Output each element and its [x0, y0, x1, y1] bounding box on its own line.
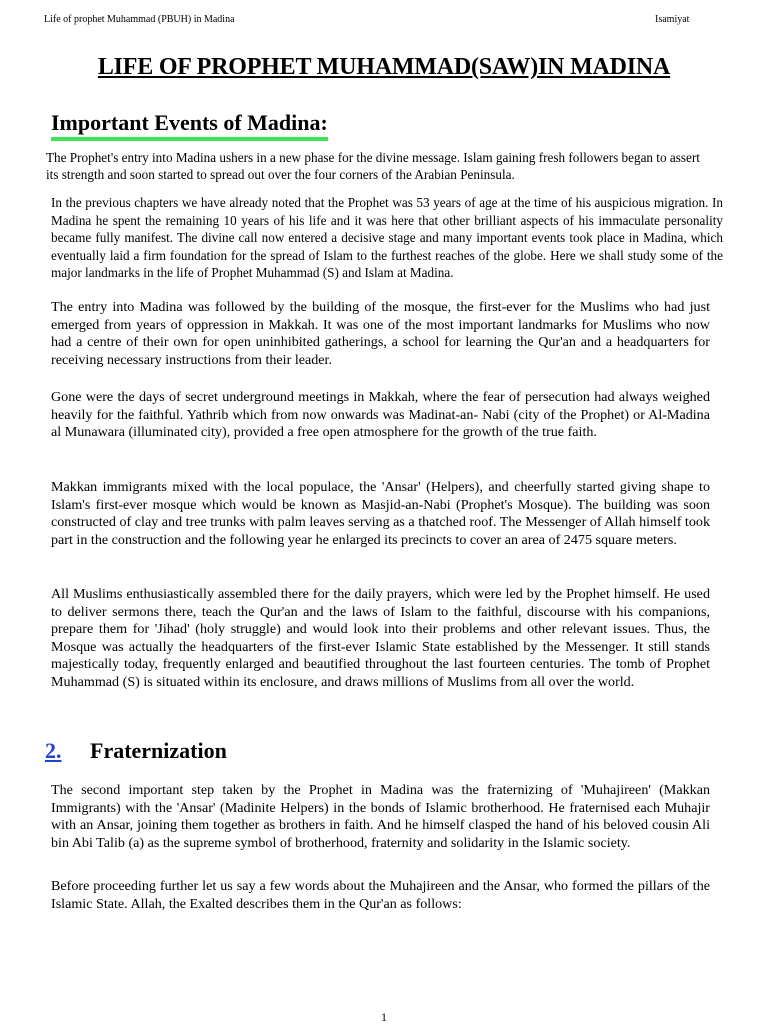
paragraph: All Muslims enthusiastically assembled there for the daily prayers, which were led by the Prophet himself. He used to deliver sermons there, teach the Qur'an and the laws of Islam to the faithful, discourse with his companions, prepare them for 'Jihad' (holy struggle) and would look into their problems and other relevant issues. Thus, the Mosque was actually the headquarters of the first-ever Islamic State established by the Messenger. It still stands majestically today, frequently enlarged and beautified throughout the last fourteen centuries. The tomb of Prophet Muhammad (S) is situated within its enclosure, and draws millions of Muslims from all over the world. — [51, 586, 710, 690]
section-number-link[interactable]: 2. — [45, 738, 62, 763]
section-heading-text: Fraternization — [90, 738, 227, 763]
running-header-subject: Isamiyat — [655, 14, 690, 25]
running-header-title: Life of prophet Muhammad (PBUH) in Madina — [44, 14, 235, 25]
paragraph: The Prophet's entry into Madina ushers in a new phase for the divine message. Islam gaining fresh followers began to assert its strength and soon started to spread out over the four corners of the Arabian Peninsula. — [46, 150, 700, 182]
page-number: 1 — [381, 1010, 387, 1024]
paragraph: The entry into Madina was followed by the building of the mosque, the first-ever for the Muslims who had just emerged from years of oppression in Makkah. It was one of the most important landmarks for Muslims who now had a centre of their own for open uninhibited gatherings, a school for learning the Qur'an and a headquarters for receiving necessary instructions from their leader. — [51, 299, 710, 368]
paragraph: Makkan immigrants mixed with the local populace, the 'Ansar' (Helpers), and cheerfully started giving shape to Islam's first-ever mosque which would be known as Masjid-an-Nabi (Prophet's Mosque). The building was soon constructed of clay and tree trunks with palm leaves serving as a thatched roof. The Messenger of Allah himself took part in the construction and the following year he enlarged its precincts to cover an area of 2475 square meters. — [51, 479, 710, 548]
section-heading-important-events: Important Events of Madina: — [51, 110, 328, 141]
section-heading-fraternization — [45, 738, 227, 764]
paragraph: Before proceeding further let us say a few words about the Muhajireen and the Ansar, who formed the pillars of the Islamic State. Allah, the Exalted describes them in the Qur'an as follows: — [51, 878, 710, 912]
paragraph: In the previous chapters we have already noted that the Prophet was 53 years of age at the time of his auspicious migration. In Madina he spent the remaining 10 years of his life and it was here that other brilliant aspects of his immaculate personality became fully manifest. The divine call now entered a decisive stage and many important events took place in Madina, which eventually laid a firm foundation for the spread of Islam to the furthest reaches of the globe. Here we shall study some of the major landmarks in the life of Prophet Muhammad (S) and Islam at Madina. — [51, 195, 723, 281]
paragraph: Gone were the days of secret underground meetings in Makkah, where the fear of persecution had always weighed heavily for the faithful. Yathrib which from now onwards was Madinat-an- Nabi (city of the Prophet) or Al-Madina al Munawara (illuminated city), provided a free open atmosphere for the growth of the true faith. — [51, 389, 710, 441]
page-title: LIFE OF PROPHET MUHAMMAD(SAW)IN MADINA — [97, 54, 671, 80]
paragraph: The second important step taken by the Prophet in Madina was the fraternizing of 'Muhajireen' (Makkan Immigrants) with the 'Ansar' (Madinite Helpers) in the bonds of Islamic brotherhood. He fraternised each Muhajir with an Ansar, joining them together as brothers in faith. And he himself clasped the hand of his beloved cousin Ali bin Abi Talib (a) as the supreme symbol of brotherhood, fraternity and solidarity in the Islamic society. — [51, 782, 710, 851]
